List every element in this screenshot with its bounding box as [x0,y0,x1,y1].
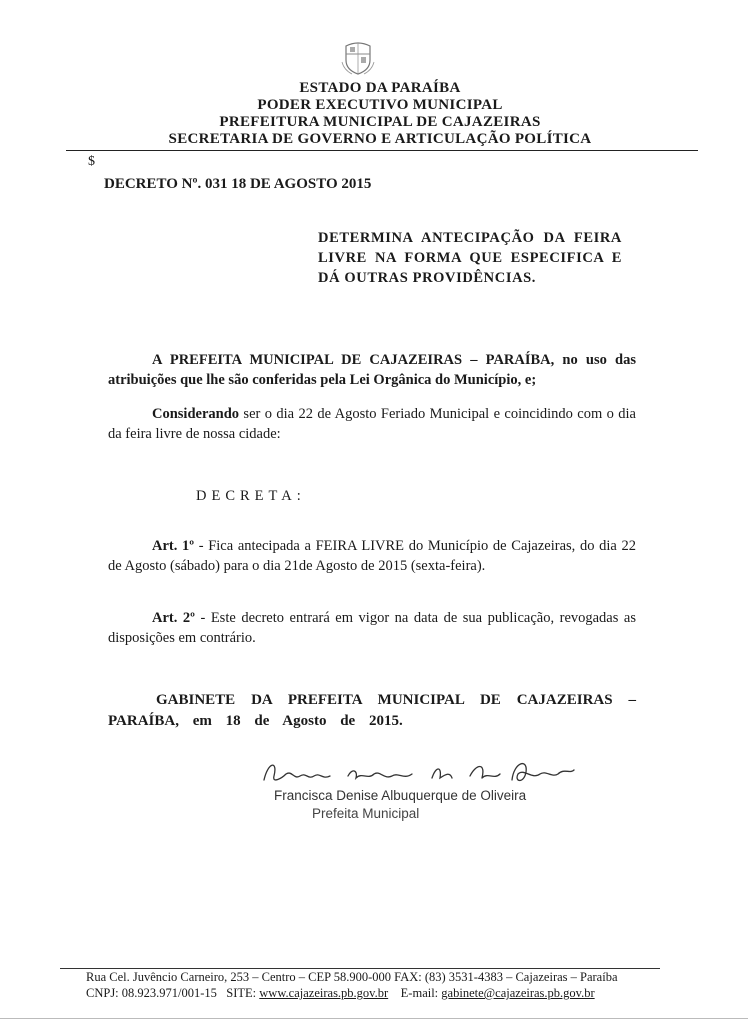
considerando-paragraph [108,404,636,444]
corner-mark: $ [88,154,95,169]
footer-email-link[interactable]: gabinete@cajazeiras.pb.gov.br [441,986,595,1000]
header-divider [66,150,698,151]
signatory-role: Prefeita Municipal [312,806,420,821]
article-1-label: Art. 1º [152,538,195,554]
header-state: ESTADO DA PARAÍBA [299,80,461,96]
signatory-name: Francisca Denise Albuquerque de Oliveira [274,788,527,803]
footer-site-link[interactable]: www.cajazeiras.pb.gov.br [259,986,389,1000]
footer-divider [60,968,660,969]
footer-cnpj: CNPJ: 08.923.971/001-15 [86,986,217,1000]
article-1-text: - Fica antecipada a FEIRA LIVRE do Município de Cajazeiras, do dia 22 de Agosto (sábado) para o dia 21de Agosto de 2015 (sexta-feira). [108,538,636,574]
decree-ementa: DETERMINA ANTECIPAÇÃO DA FEIRA LIVRE NA FORMA QUE ESPECIFICA E DÁ OUTRAS PROVIDÊNCIAS. [318,230,622,286]
closing-statement: GABINETE DA PREFEITA MUNICIPAL DE CAJAZEIRAS – PARAÍBA, em 18 de Agosto de 2015. [108,692,636,729]
header-prefeitura: PREFEITURA MUNICIPAL DE CAJAZEIRAS [219,114,541,130]
decree-title: DECRETO Nº. 031 18 DE AGOSTO 2015 [104,176,372,192]
header-executive: PODER EXECUTIVO MUNICIPAL [257,97,503,113]
footer-contact [86,986,595,1001]
coat-of-arms-icon [338,40,378,76]
decreta-heading: DECRETA: [196,488,306,504]
article-2-label: Art. 2º [152,610,195,626]
article-2 [108,608,636,648]
considerando-label: Considerando [152,406,240,422]
handwritten-signature [256,752,580,790]
footer-address: Rua Cel. Juvêncio Carneiro, 253 – Centro – CEP 58.900-000 FAX: (83) 3531-4383 – Cajazeiras – Paraíba [86,970,618,984]
intro-paragraph: A PREFEITA MUNICIPAL DE CAJAZEIRAS – PARAÍBA, no uso das atribuições que lhe são conferidas pela Lei Orgânica do Município, e; [108,352,636,388]
page-bottom-edge [0,1018,748,1019]
article-2-text: - Este decreto entrará em vigor na data de sua publicação, revogadas as disposições em contrário. [108,610,636,646]
considerando-text: ser o dia 22 de Agosto Feriado Municipal e coincidindo com o dia da feira livre de nossa cidade: [108,406,636,442]
header-secretaria: SECRETARIA DE GOVERNO E ARTICULAÇÃO POLÍTICA [168,131,592,147]
footer-site-label: SITE: [226,986,257,1000]
article-1 [108,536,636,576]
footer-email-label: E-mail: [400,986,439,1000]
